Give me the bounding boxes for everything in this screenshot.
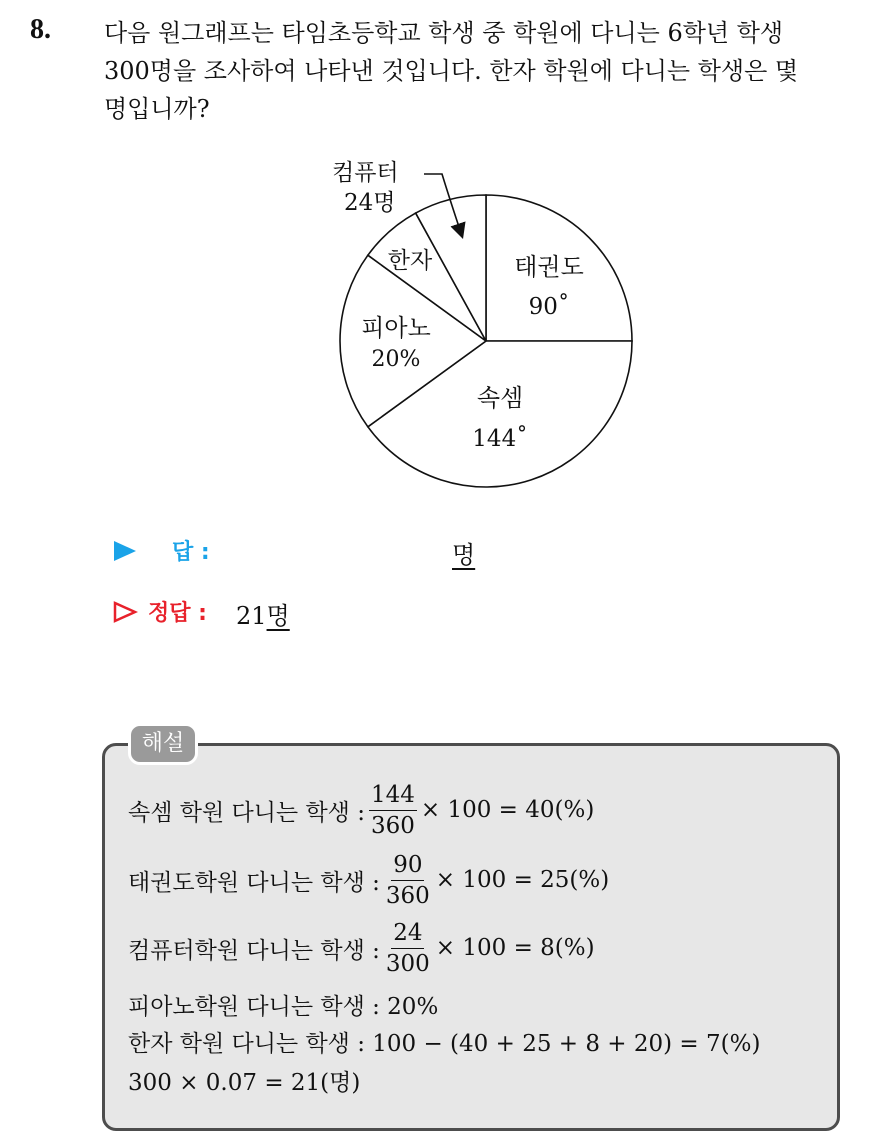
question-line-1: 다음 원그래프는 타임초등학교 학생 중 학원에 다니는 6학년 학생 (104, 19, 784, 47)
slice-value-computer: 24명 (344, 190, 396, 216)
line1-fraction (369, 782, 417, 839)
line2-denominator: 360 (385, 882, 430, 909)
line2-fraction (384, 852, 432, 909)
slice-label-taekwondo: 태권도 (514, 253, 584, 281)
line2-prefix: 태권도학원 다니는 학생 : (128, 869, 380, 896)
explanation-line-5: 한자 학원 다니는 학생 : 100 − (40 + 25 + 8 + 20) = 7(%) (128, 1030, 761, 1057)
question-text (104, 14, 864, 128)
slice-value-taekwondo: 90˚ (528, 294, 570, 320)
line3-suffix: × 100 = 8(%) (435, 935, 595, 961)
slice-label-hanja: 한자 (387, 248, 433, 274)
line3-prefix: 컴퓨터학원 다니는 학생 : (128, 937, 380, 964)
explanation-line-4: 피아노학원 다니는 학생 : 20% (128, 993, 439, 1020)
answer-unit: 명 (452, 541, 476, 569)
slice-label-sokssem: 속셈 (476, 384, 524, 412)
correct-answer-number: 21 (236, 602, 267, 630)
line2-suffix: × 100 = 25(%) (435, 867, 610, 893)
explanation-line-1 (128, 780, 594, 840)
explanation-line-3 (128, 918, 595, 978)
line2-numerator: 90 (391, 852, 424, 881)
answer-label: 답 : (172, 540, 210, 565)
explanation-line-6: 300 × 0.07 = 21(명) (128, 1069, 361, 1096)
filled-triangle-icon (112, 539, 138, 563)
pie-chart (300, 150, 660, 504)
line1-numerator: 144 (369, 782, 417, 811)
slice-label-piano: 피아노 (361, 314, 431, 342)
slice-value-sokssem: 144˚ (472, 426, 528, 452)
line3-numerator: 24 (391, 920, 424, 949)
slice-value-piano: 20% (371, 347, 421, 372)
correct-answer-label: 정답 : (148, 601, 207, 626)
question-line-3: 명입니까? (104, 95, 210, 123)
explanation-tag: 해설 (128, 723, 198, 765)
outline-triangle-icon (112, 600, 138, 624)
question-number: 8. (30, 14, 51, 45)
line1-denominator: 360 (370, 812, 415, 839)
line1-prefix: 속셈 학원 다니는 학생 : (128, 799, 365, 826)
pie-chart-svg (300, 150, 660, 500)
correct-answer-value (236, 596, 290, 631)
question-line-2: 300명을 조사하여 나타낸 것입니다. 한자 학원에 다니는 학생은 몇 (104, 57, 799, 85)
slice-label-computer: 컴퓨터 (332, 160, 399, 186)
line3-denominator: 300 (385, 950, 430, 977)
line3-fraction (384, 920, 432, 977)
correct-answer-unit: 명 (266, 602, 290, 630)
explanation-line-2 (128, 850, 609, 910)
line1-suffix: × 100 = 40(%) (420, 797, 595, 823)
